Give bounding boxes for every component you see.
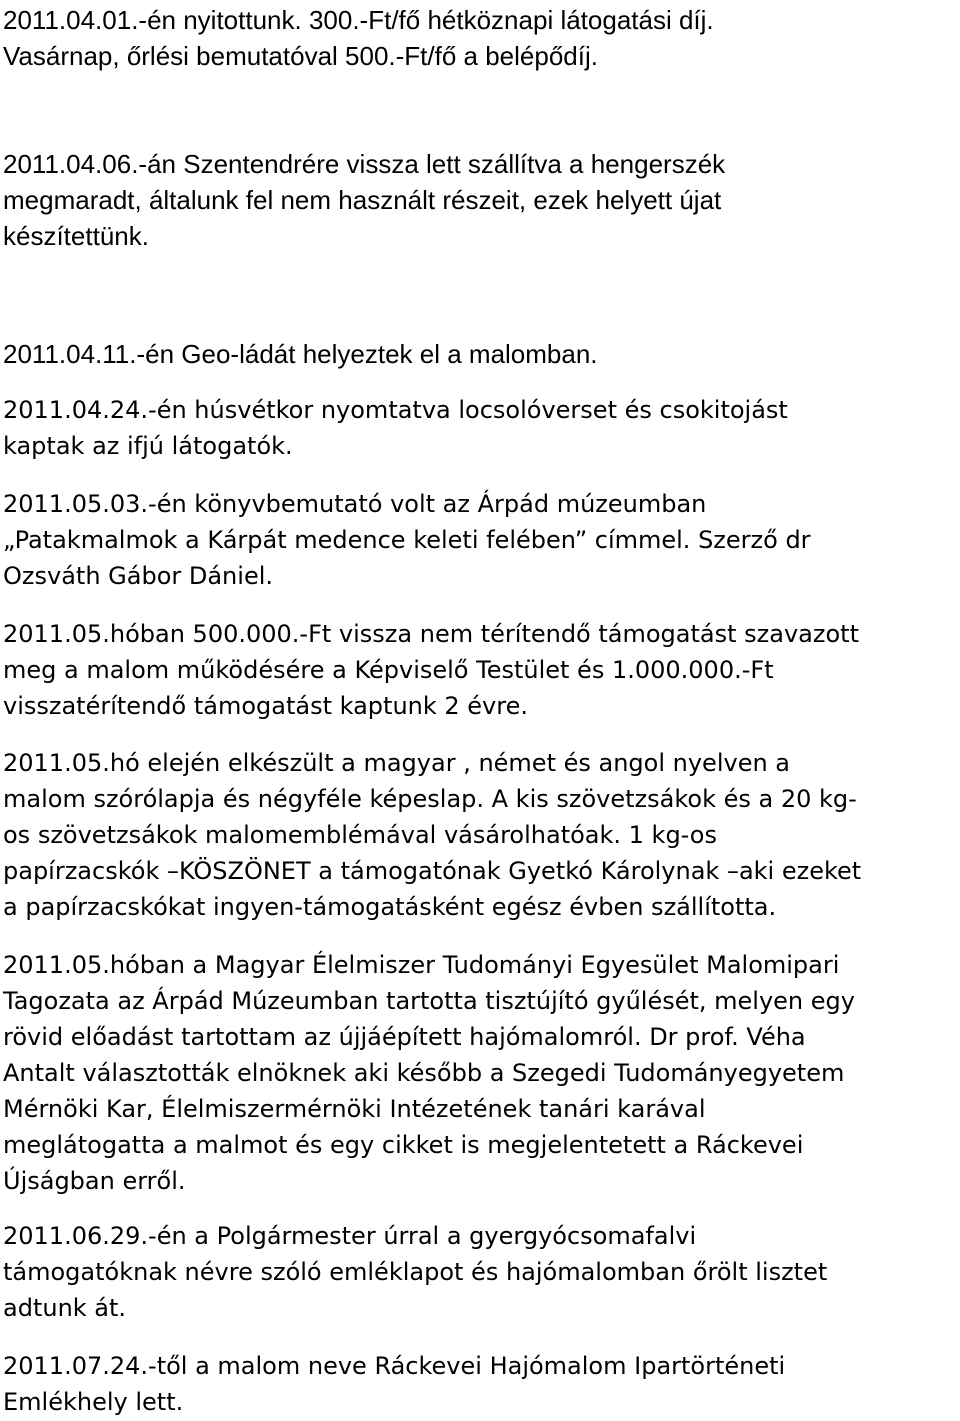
entry-2011-04-06: 2011.04.06.-án Szentendrére vissza lett szállítva a hengerszék megmaradt, általunk fel nem használt részeit, ezek helyett újat készítettünk. [3,149,726,251]
entry-2011-05-funding: 2011.05.hóban 500.000.-Ft vissza nem térítendő támogatást szavazott meg a malom működésére a Képviselő Testület és 1.000.000.-Ft visszatérítendő támogatást kaptunk 2 évre. [3,620,859,720]
entry-2011-05-03: 2011.05.03.-én könyvbemutató volt az Árpád múzeumban „Patakmalmok a Kárpát medence keleti felében” címmel. Szerző dr Ozsváth Gábor Dániel. [3,490,811,590]
entry-2011-05-meeting: 2011.05.hóban a Magyar Élelmiszer Tudományi Egyesület Malomipari Tagozata az Árpád Múzeumban tartotta tisztújító gyűlését, melyen egy rövid előadást tartottam az újjáépített hajómalomról. Dr prof. Véha Antalt választották elnöknek aki később a Szegedi Tudományegyetem Mérnöki Kar, Élelmiszermérnöki Intézetének tanári karával meglátogatta a malmot és egy cikket is megjelentetett a Ráckevei Újságban erről. [3,951,855,1195]
entry-2011-04-24: 2011.04.24.-én húsvétkor nyomtatva locsolóverset és csokitojást kaptak az ifjú látogatók. [3,396,788,460]
entry-2011-05-leaflets: 2011.05.hó elején elkészült a magyar , német és angol nyelven a malom szórólapja és négyféle képeslap. A kis szövetzsákok és a 20 kg- os szövetzsákok malomemblémával vásárolhatóak. 1 kg-os papírzacskók –KÖSZÖNET a támogatónak Gyetkó Károlynak –aki ezeket a papírzacskókat ingyen-támogatásként egész évben szállította. [3,749,862,921]
entry-2011-06-29: 2011.06.29.-én a Polgármester úrral a gyergyócsomafalvi támogatóknak névre szóló emléklapot és hajómalomban őrölt lisztet adtunk át. [3,1222,828,1322]
entry-2011-07-24: 2011.07.24.-től a malom neve Ráckevei Hajómalom Ipartörténeti Emlékhely lett. [3,1352,786,1416]
entry-2011-04-01: 2011.04.01.-én nyitottunk. 300.-Ft/fő hétköznapi látogatási díj. Vasárnap, őrlési bemutatóval 500.-Ft/fő a belépődíj. [3,5,714,71]
entry-2011-04-11: 2011.04.11.-én Geo-ládát helyeztek el a malomban. [3,339,598,369]
